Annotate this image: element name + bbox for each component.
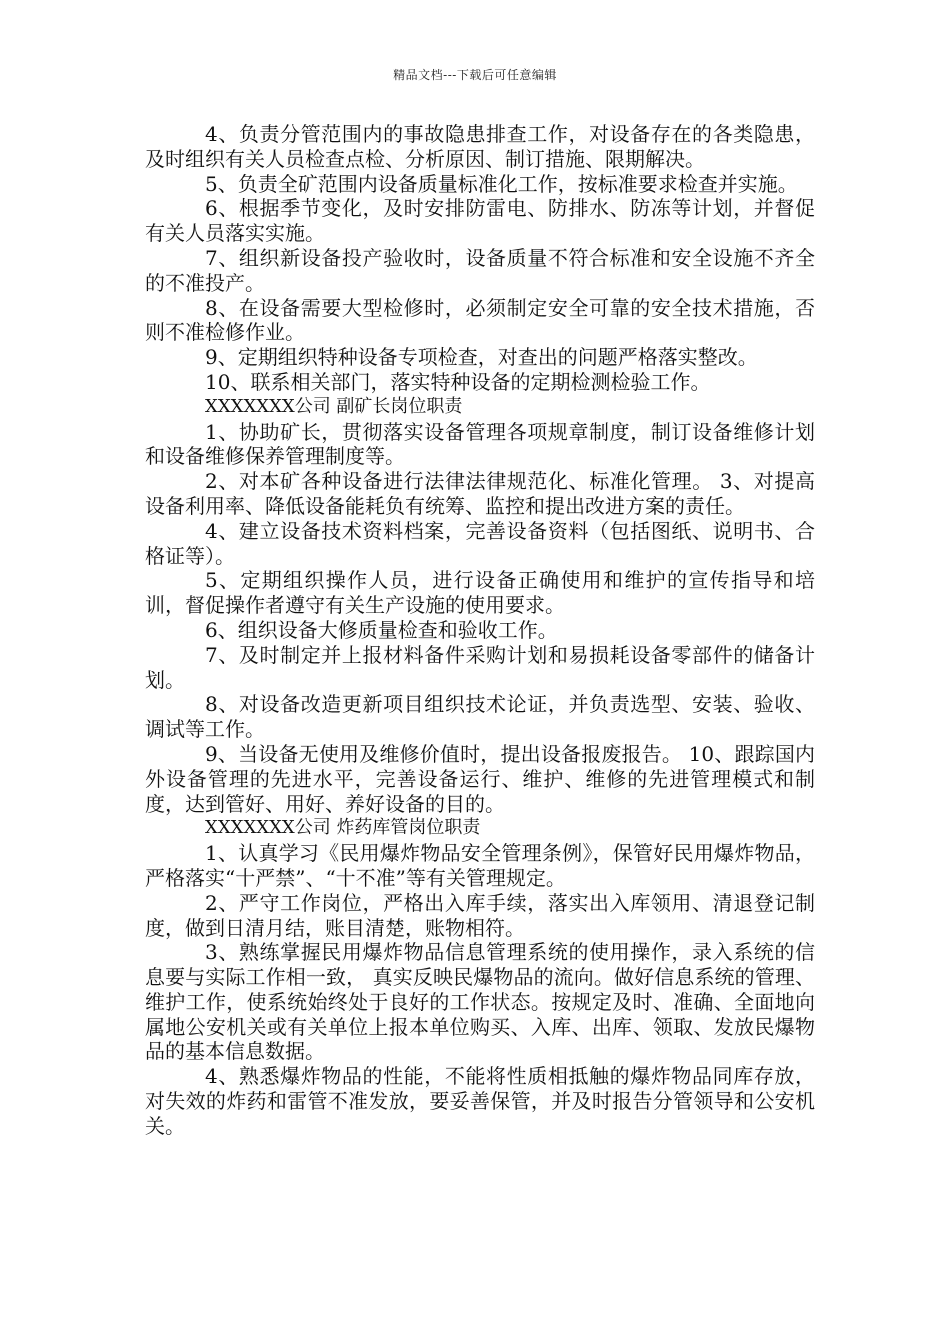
page-header: 精品文档---下载后可任意编辑	[393, 68, 557, 82]
paragraph: 2、对本矿各种设备进行法律法律规范化、标准化管理。 3、对提高设备利用率、降低设备能耗负有统筹、监控和提出改进方案的责任。	[145, 469, 815, 518]
paragraph: 1、认真学习《民用爆炸物品安全管理条例》，保管好民用爆炸物品，严格落实“十严禁”、“十不准”等有关管理规定。	[145, 841, 815, 890]
paragraph: 8、对设备改造更新项目组织技术论证，并负责选型、安装、验收、调试等工作。	[145, 692, 815, 742]
paragraph: 4、负责分管范围内的事故隐患排查工作，对设备存在的各类隐患，及时组织有关人员检查点检、分析原因、制订措施、限期解决。	[145, 122, 815, 171]
paragraph: 10、联系相关部门，落实特种设备的定期检测检验工作。	[205, 369, 711, 394]
section-title: XXXXXXX公司 炸药库管岗位职责	[205, 817, 481, 839]
paragraph: 4、建立设备技术资料档案，完善设备资料（包括图纸、说明书、合格证等）。	[145, 518, 815, 568]
paragraph: 8、在设备需要大型检修时，必须制定安全可靠的安全技术措施，否则不准检修作业。	[145, 295, 815, 345]
paragraph: 2、严守工作岗位，严格出入库手续，落实出入库领用、清退登记制度，做到日清月结，账目清楚，账物相符。	[145, 890, 815, 940]
paragraph: 5、负责全矿范围内设备质量标准化工作，按标准要求检查并实施。	[205, 171, 798, 196]
paragraph: 9、定期组织特种设备专项检查，对查出的问题严格落实整改。	[205, 345, 758, 370]
paragraph: 7、及时制定并上报材料备件采购计划和易损耗设备零部件的储备计划。	[145, 642, 815, 692]
paragraph: 4、熟悉爆炸物品的性能，不能将性质相抵触的爆炸物品同库存放，对失效的炸药和雷管不准发放，要妥善保管，并及时报告分管领导和公安机关。	[145, 1064, 815, 1138]
paragraph: 1、协助矿长，贯彻落实设备管理各项规章制度，制订设备维修计划和设备维修保养管理制度等。	[145, 419, 815, 469]
paragraph: 3、熟练掌握民用爆炸物品信息管理系统的使用操作，录入系统的信息要与实际工作相一致， 真实反映民爆物品的流向。做好信息系统的管理、维护工作，使系统始终处于良好的工作状态。按规定及时、准确、全面地向属地公安机关或有关单位上报本单位购买、入库、出库、领取、发放民爆物品的基本信息数据。	[145, 940, 815, 1064]
document-body	[145, 122, 815, 1139]
section-title: XXXXXXX公司 副矿长岗位职责	[205, 395, 463, 417]
paragraph: 5、定期组织操作人员，进行设备正确使用和维护的宣传指导和培训，督促操作者遵守有关生产设施的使用要求。	[145, 568, 815, 618]
paragraph: 6、根据季节变化，及时安排防雷电、防排水、防冻等计划，并督促有关人员落实实施。	[145, 196, 815, 246]
paragraph: 7、组织新设备投产验收时，设备质量不符合标准和安全设施不齐全的不准投产。	[145, 245, 815, 295]
paragraph: 9、当设备无使用及维修价值时，提出设备报废报告。 10、跟踪国内外设备管理的先进水平，完善设备运行、维护、维修的先进管理模式和制度，达到管好、用好、养好设备的目的。	[145, 741, 815, 816]
paragraph: 6、组织设备大修质量检查和验收工作。	[205, 617, 558, 642]
